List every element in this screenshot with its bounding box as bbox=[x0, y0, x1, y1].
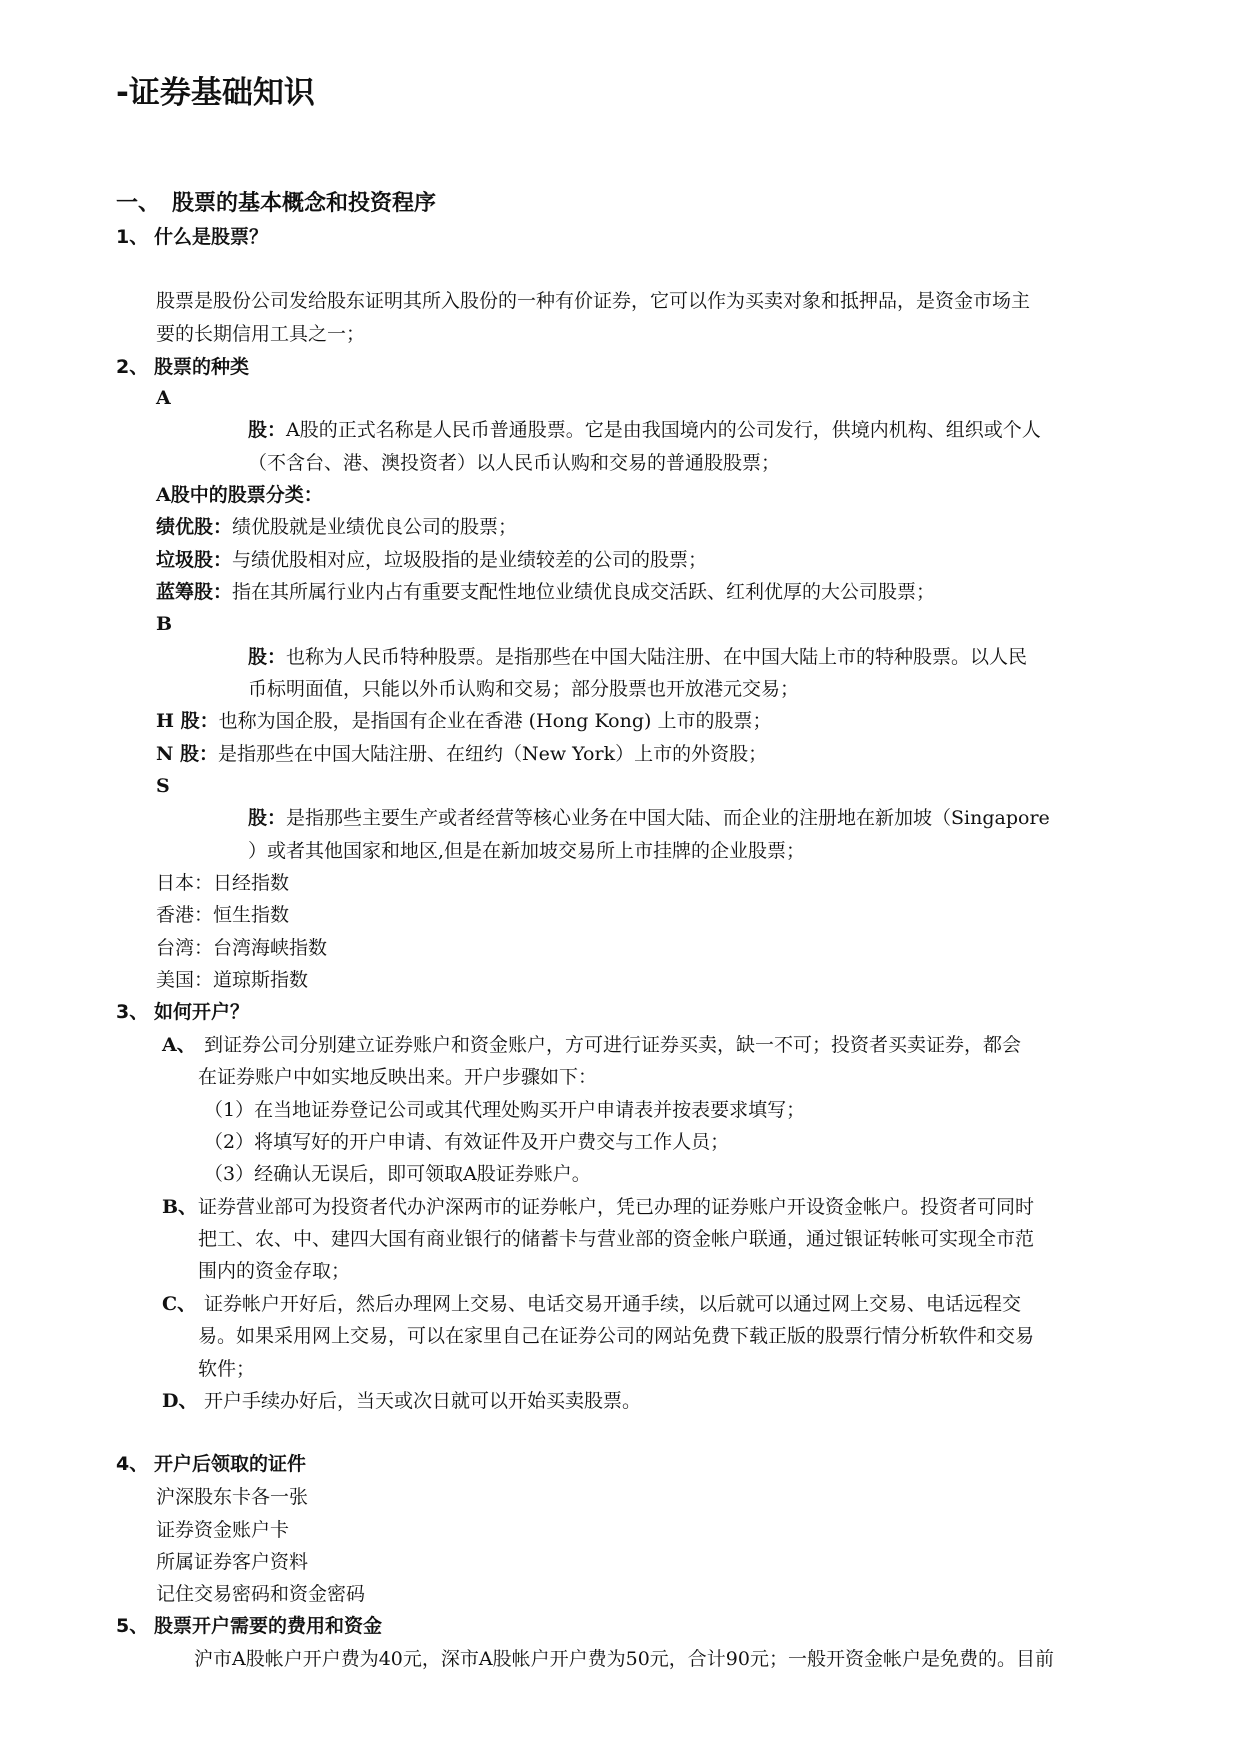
paragraph-line: 沪市A股帐户开户费为40元，深市A股帐户开户费为50元，合计90元；一般开资金帐户是免费的。目前 bbox=[194, 1648, 1054, 1670]
question-title: 开户后领取的证件 bbox=[154, 1453, 307, 1475]
step-label: B、 bbox=[162, 1196, 198, 1218]
stock-type-letter-a: A bbox=[156, 387, 171, 409]
index-item: 美国：道琼斯指数 bbox=[156, 969, 309, 991]
step-d-line bbox=[162, 1389, 641, 1413]
stock-type-text: 是指那些在中国大陆注册、在纽约（New York）上市的外资股； bbox=[217, 743, 768, 765]
question-number: 3、 bbox=[116, 1001, 149, 1023]
section-number: 一、 bbox=[116, 191, 161, 216]
question-number: 4、 bbox=[116, 1453, 149, 1475]
sub-step: （3）经确认无误后，即可领取A股证券账户。 bbox=[204, 1163, 591, 1185]
section-heading bbox=[116, 190, 436, 218]
stock-type-label: 股： bbox=[248, 807, 287, 829]
stock-type-label: 股： bbox=[248, 419, 287, 441]
question-number: 5、 bbox=[116, 1615, 149, 1637]
question-heading-3 bbox=[116, 999, 249, 1025]
stock-type-letter-b: B bbox=[156, 613, 173, 635]
stock-type-text: A股的正式名称是人民币普通股票。它是由我国境内的公司发行，供境内机构、组织或个人 bbox=[286, 419, 1041, 441]
class-label: 绩优股： bbox=[156, 516, 233, 538]
step-a-line bbox=[162, 1033, 1021, 1057]
class-text: 与绩优股相对应，垃圾股指的是业绩较差的公司的股票； bbox=[232, 549, 708, 571]
class-text: 绩优股就是业绩优良公司的股票； bbox=[232, 516, 518, 538]
step-text: 证券帐户开好后，然后办理网上交易、电话交易开通手续，以后就可以通过网上交易、电话远程交 bbox=[204, 1293, 1022, 1315]
stock-type-text: 也称为国企股，是指国有企业在香港 (Hong Kong) 上市的股票； bbox=[218, 710, 772, 732]
question-number: 1、 bbox=[116, 226, 149, 248]
stock-type-s-line bbox=[248, 806, 1050, 830]
class-line bbox=[156, 515, 517, 539]
step-c-line bbox=[162, 1292, 1021, 1316]
sub-step: （2）将填写好的开户申请、有效证件及开户费交与工作人员； bbox=[204, 1131, 730, 1153]
index-item: 台湾：台湾海峡指数 bbox=[156, 937, 328, 959]
step-c-line: 软件； bbox=[198, 1358, 256, 1380]
stock-type-label: H 股： bbox=[156, 710, 219, 732]
class-text: 指在其所属行业内占有重要支配性地位业绩优良成交活跃、红利优厚的大公司股票； bbox=[232, 581, 936, 603]
question-title: 如何开户？ bbox=[154, 1001, 250, 1023]
paragraph-line: 股票是股份公司发给股东证明其所入股份的一种有价证券，它可以作为买卖对象和抵押品，是资金市场主 bbox=[156, 290, 1031, 312]
stock-type-h-line bbox=[156, 709, 771, 733]
step-c-line: 易。如果采用网上交易，可以在家里自己在证券公司的网站免费下载正版的股票行情分析软件和交易 bbox=[198, 1325, 1035, 1347]
stock-type-letter-s: S bbox=[156, 775, 170, 797]
list-item: 证券资金账户卡 bbox=[156, 1519, 290, 1541]
subheading: A股中的股票分类： bbox=[156, 484, 323, 506]
question-heading-2 bbox=[116, 354, 249, 380]
stock-type-label: 股： bbox=[248, 646, 287, 668]
stock-type-a-line: （不含台、港、澳投资者）以人民币认购和交易的普通股股票； bbox=[248, 452, 781, 474]
stock-type-a-line bbox=[248, 418, 1041, 442]
step-b-line bbox=[162, 1195, 1034, 1219]
stock-type-s-line: ）或者其他国家和地区,但是在新加坡交易所上市挂牌的企业股票； bbox=[248, 840, 806, 862]
stock-type-text: 也称为人民币特种股票。是指那些在中国大陆注册、在中国大陆上市的特种股票。以人民 bbox=[286, 646, 1028, 668]
step-label: C、 bbox=[162, 1293, 197, 1315]
stock-type-label: N 股： bbox=[156, 743, 218, 765]
page-title: -证券基础知识 bbox=[116, 75, 315, 111]
step-label: D、 bbox=[162, 1390, 198, 1412]
question-heading-1 bbox=[116, 224, 268, 250]
step-b-line: 把工、农、中、建四大国有商业银行的储蓄卡与营业部的资金帐户联通，通过银证转帐可实现全市范 bbox=[198, 1228, 1035, 1250]
question-number: 2、 bbox=[116, 356, 149, 378]
question-title: 股票的种类 bbox=[154, 356, 250, 378]
stock-type-b-line: 币标明面值，只能以外币认购和交易；部分股票也开放港元交易； bbox=[248, 678, 800, 700]
step-label: A、 bbox=[162, 1034, 196, 1056]
class-label: 蓝筹股： bbox=[156, 581, 233, 603]
question-title: 什么是股票？ bbox=[154, 226, 269, 248]
list-item: 沪深股东卡各一张 bbox=[156, 1486, 309, 1508]
index-item: 日本：日经指数 bbox=[156, 872, 290, 894]
question-heading-4 bbox=[116, 1451, 306, 1477]
step-a-line: 在证券账户中如实地反映出来。开户步骤如下： bbox=[198, 1066, 598, 1088]
list-item: 所属证券客户资料 bbox=[156, 1551, 309, 1573]
stock-type-b-line bbox=[248, 645, 1027, 669]
step-b-line: 围内的资金存取； bbox=[198, 1260, 351, 1282]
step-text: 开户手续办好后，当天或次日就可以开始买卖股票。 bbox=[204, 1390, 642, 1412]
stock-type-n-line bbox=[156, 742, 767, 766]
section-title: 股票的基本概念和投资程序 bbox=[172, 191, 437, 216]
step-text: 到证券公司分别建立证券账户和资金账户，方可进行证券买卖，缺一不可；投资者买卖证券，都会 bbox=[204, 1034, 1022, 1056]
class-line bbox=[156, 548, 707, 572]
list-item: 记住交易密码和资金密码 bbox=[156, 1583, 366, 1605]
question-title: 股票开户需要的费用和资金 bbox=[154, 1615, 383, 1637]
question-heading-5 bbox=[116, 1613, 382, 1639]
sub-step: （1）在当地证券登记公司或其代理处购买开户申请表并按表要求填写； bbox=[204, 1099, 806, 1121]
paragraph-line: 要的长期信用工具之一； bbox=[156, 323, 366, 345]
class-line bbox=[156, 580, 935, 604]
index-item: 香港：恒生指数 bbox=[156, 904, 290, 926]
stock-type-text: 是指那些主要生产或者经营等核心业务在中国大陆、而企业的注册地在新加坡（Singapore bbox=[286, 807, 1050, 829]
step-text: 证券营业部可为投资者代办沪深两市的证券帐户，凭已办理的证券账户开设资金帐户。投资者可同时 bbox=[198, 1196, 1035, 1218]
class-label: 垃圾股： bbox=[156, 549, 233, 571]
